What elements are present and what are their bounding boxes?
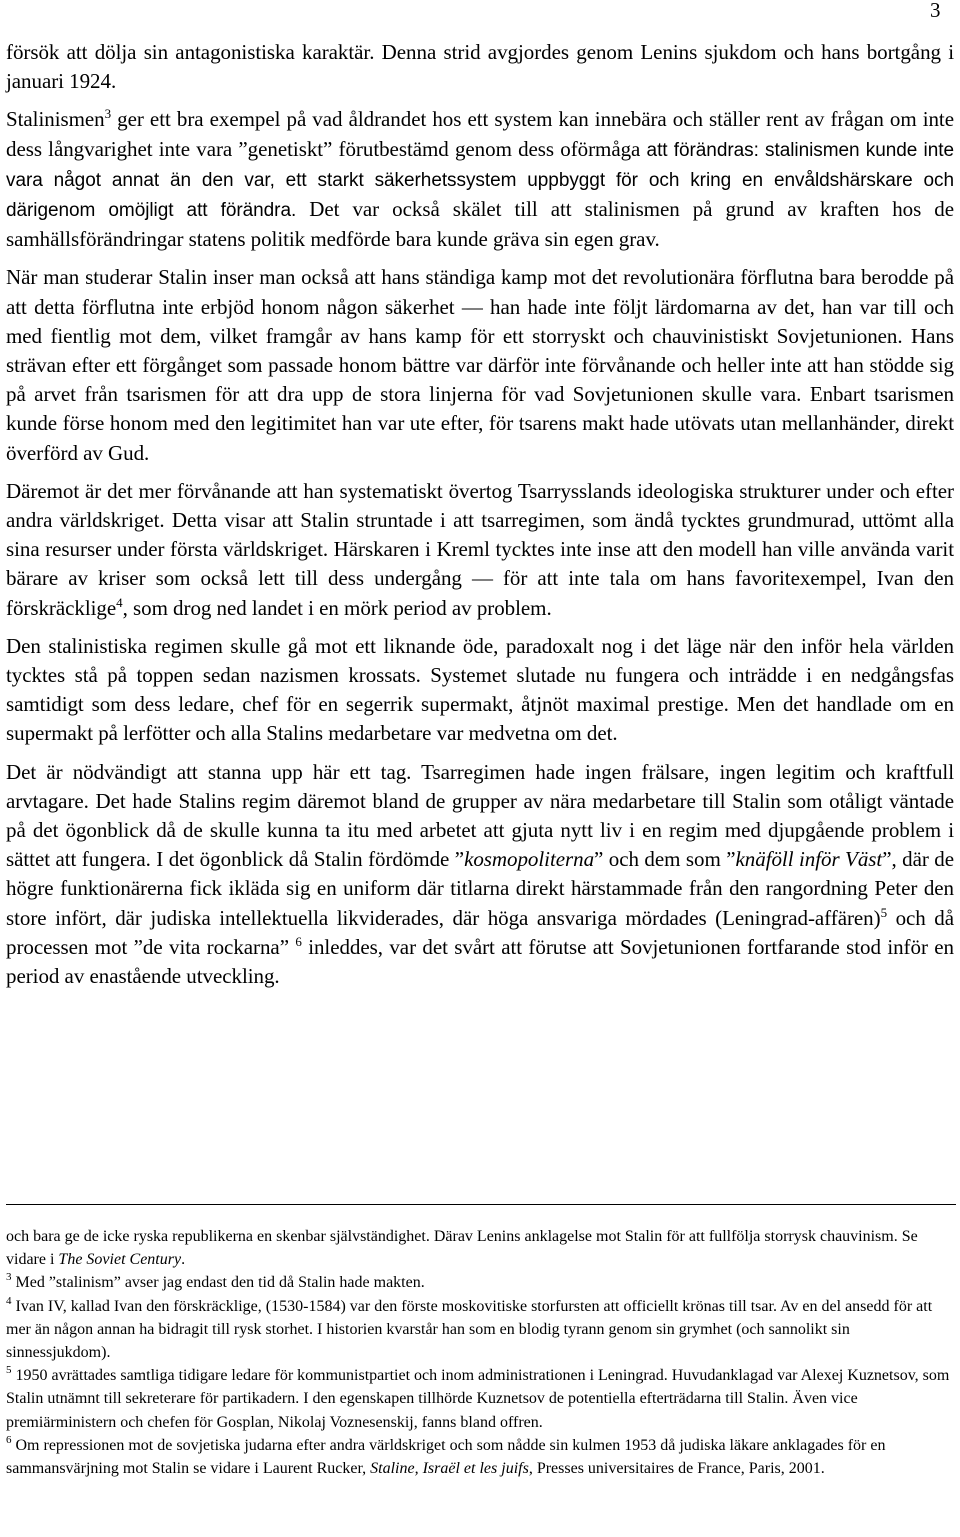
paragraph-text: Det var också skälet till att stalinismen på grund av kraften hos de samhällsförändringar statens politik medförde bara kunde gräva sin egen grav. <box>6 197 955 252</box>
footnote-ref-5: 5 <box>880 904 888 920</box>
book-title: Staline, Israël et les juifs <box>370 1460 529 1478</box>
paragraph-4 <box>6 477 954 623</box>
paragraph-text: ger ett bra exempel på vad åldrandet hos ett system kan innebära och ställer rent av frågan om inte dess långvarighet inte vara ”genetiskt” förutbestämd genom dess oförmåga <box>6 107 954 161</box>
paragraph-text: , som drog ned landet i en mörk period av problem. <box>122 595 552 620</box>
paragraph-text: Däremot är det mer förvånande att han systematiskt övertog Tsarrysslands ideologiska strukturer under och efter andra världskriget. Detta visar att Stalin struntade i att tsarregimen, som ändå tycktes grundmurad, uttömt alla sina resurser under första världskriget. Härskaren i Kreml tycktes inte insе att den modell han ville använda varit bärare av kriser som också lett till dess undergång — för att inte tala om hans favoritexempel, Ivan den förskräcklige <box>6 478 954 620</box>
footnote-continued <box>6 1225 952 1271</box>
footnote-text: . <box>181 1251 186 1269</box>
paragraph-6 <box>6 758 954 992</box>
body-text <box>6 38 954 1000</box>
italic-term: kosmopoliterna <box>464 847 595 872</box>
paragraph-text: Det är nödvändigt att stanna upp här ett tag. Tsarregimen hade ingen frälsare, ingen legitim och kraftfull arvtagare. Det hade Stalins regim däremot bland de grupper av nära medarbetare till Stalin som otåligt väntade på det ögonblick då de skulle kunna ta itu med arbetet att gjuta nytt liv i en regim med djupgående problem i sättet att fungera. I det ögonblick då Stalin fördömde ” <box>6 759 954 872</box>
footnote-text: Med ”stalinism” avser jag endast den tid då Stalin hade makten. <box>11 1274 425 1292</box>
footnote-number: 3 <box>6 1271 12 1284</box>
footnote-number: 5 <box>6 1364 12 1377</box>
footnote-5 <box>6 1364 952 1434</box>
paragraph-text: Den stalinistiska regimen skulle gå mot ett liknande öde, paradoxalt nog i det läge när den inför hela världen tycktes stå på toppen sedan nazismen krossats. Systemet slutade nu fungera och inträdde i en nedgångsfas samtidigt som dess ledare, chef för en segerrik supermakt, åtjnöt maximal prestige. Men det handlade om en supermakt på lerfötter och alla Stalins medarbetare var medvetna om det. <box>6 633 954 746</box>
paragraph-text: När man studerar Stalin inser man också att hans ständiga kamp mot det revolutionära förflutna bara berodde på att detta förflutna inte erbjöd honom någon säkerhet — han hade inte följt lärdomarna av det, han var till och med fientlig mot dem, vilket framgår av hans kamp för ett storryskt och chauvinistiskt Sovjetunionen. Hans strävan efter ett förgånget som passade honom bättre var därför inte förvånande och heller inte att han stödde sig på arvet från tsarismen för att dra upp de stora linjerna för vad Sovjetunionen skulle vara. Enbart tsarismen kunde förse honom med den legitimitet han var ute efter, för tsarens makt hade utövats utan mellanhänder, direkt överförd av Gud. <box>6 265 954 465</box>
paragraph-text: försök att dölja sin antagonistiska karaktär. Denna strid avgjordes genom Lenins sjukdom och hans bortgång i januari 1924. <box>6 40 954 94</box>
paragraph-text: ”, där de högre funktionärerna fick ikläda sig en uniform där titlarna direkt härstammade från den rangordning Peter den store infört, där judiska intellektuella likviderades, där höga ansvariga mördades (Leningrad-affären) <box>6 847 954 930</box>
footnote-number: 4 <box>6 1294 12 1307</box>
footnote-3 <box>6 1271 952 1294</box>
page-number: 3 <box>930 0 941 22</box>
book-title: The Soviet Century <box>58 1251 182 1269</box>
italic-term: knäföll inför Väst <box>735 847 883 872</box>
footnotes <box>6 1225 952 1480</box>
paragraph-text: ” och dem som ” <box>594 847 736 872</box>
footnote-text: Ivan IV, kallad Ivan den förskräcklige, (1530-1584) var den förste moskovitiske storfursten att officiellt krönas till tsar. Av en del ansedd för att mer än någon annan ha bidragit till rysk storhet. I historien kvarstår han som en blodig tyrann genom sin grymhet (och sannolikt sin sinnessjukdom). <box>6 1297 933 1362</box>
paragraph-text-sans: att förändras: stalinismen kunde inte vara något annat än den var, ett starkt säkerhetssystem uppbyggt för och kring en envåldshärskare och därigenom omöjligt att förändra. <box>6 139 954 222</box>
footnote-ref-3: 3 <box>104 106 112 122</box>
footnote-text: och bara ge de icke ryska republikerna en skenbar självständighet. Därav Lenins anklagelse mot Stalin för att fullfölja storrysk chauvinism. Se vidare i <box>6 1228 918 1269</box>
paragraph-text: och då processen mot ”de vita rockarna” <box>6 905 955 959</box>
footnote-number: 6 <box>6 1433 12 1446</box>
footnote-text: , Presses universitaires de France, Paris, 2001. <box>528 1460 825 1478</box>
paragraph-1 <box>6 38 954 96</box>
paragraph-2 <box>6 105 954 254</box>
footnote-4 <box>6 1295 952 1365</box>
footnote-ref-4: 4 <box>116 594 123 610</box>
footnote-separator <box>6 1204 956 1205</box>
footnote-text: Om repressionen mot de sovjetiska judarna efter andra världskriget och som nådde sin kulmen 1953 då judiska läkare anklagades för en sammansvärjning mot Stalin se vidare i Laurent Rucker, <box>6 1436 886 1478</box>
footnote-6 <box>6 1434 952 1480</box>
footnote-ref-6: 6 <box>295 933 302 949</box>
paragraph-3 <box>6 263 954 467</box>
footnote-text: 1950 avrättades samtliga tidigare ledare för kommunistpartiet och inom administrationen i Leningrad. Huvudanklagad var Alexej Kuznetsov, som Stalin utnämnt till sekreterare för partikadern. I den egenskapen tillhörde Kuznetsov de potentiella efterträdarna till Stalin. Även vice premiärministern och chefen för Gosplan, Nikolaj Voznesenskij, fanns bland offren. <box>6 1367 950 1431</box>
paragraph-5 <box>6 632 954 749</box>
paragraph-text: inleddes, var det svårt att förutse att Sovjetunionen fortfarande stod inför en period av enastående utveckling. <box>6 934 954 989</box>
paragraph-text: Stalinismen <box>6 107 105 132</box>
